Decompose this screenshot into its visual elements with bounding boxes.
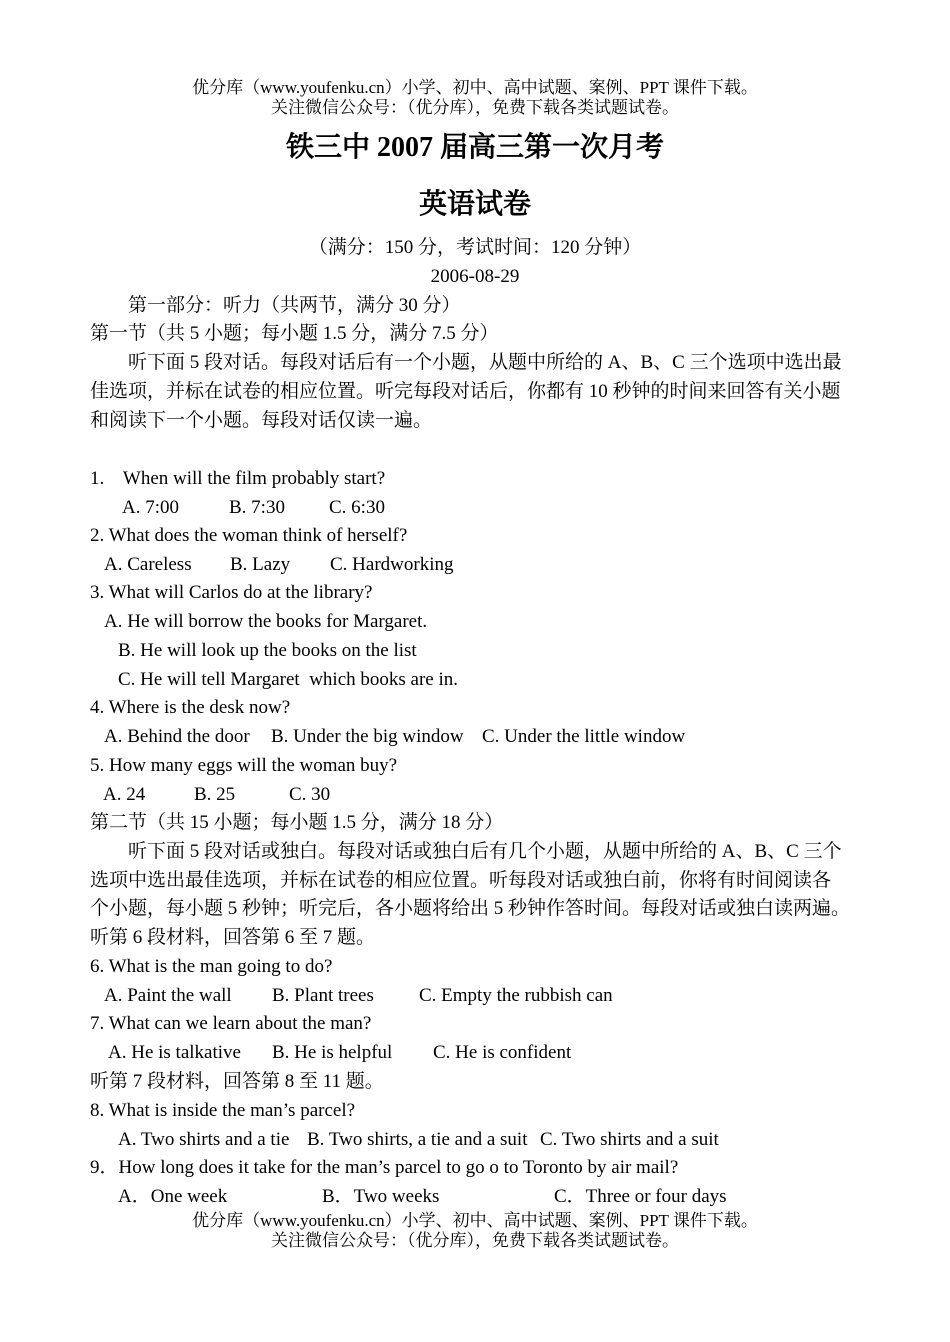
question-8-option-a: A. Two shirts and a tie <box>118 1129 290 1150</box>
section1-instruction: 听下面 5 段对话。每段对话后有一个小题，从题中所给的 A、B、C 三个选项中选出最 <box>128 352 842 373</box>
question-5-stem: 5. How many eggs will the woman buy? <box>90 755 398 776</box>
question-8-option-b: B. Two shirts, a tie and a suit <box>307 1129 528 1150</box>
question-1-option-a: A. 7:00 <box>122 497 179 518</box>
question-6-option-c: C. Empty the rubbish can <box>419 985 613 1006</box>
question-2-stem: 2. What does the woman think of herself? <box>90 525 408 546</box>
section1-instruction: 佳选项，并标在试卷的相应位置。听完每段对话后，你都有 10 秒钟的时间来回答有关小题 <box>90 381 841 402</box>
footer-line-1: 优分库（www.youfenku.cn）小学、初中、高中试题、案例、PPT 课件下载。 <box>192 1211 758 1230</box>
question-6-option-b: B. Plant trees <box>272 985 374 1006</box>
question-8-option-c: C. Two shirts and a suit <box>540 1129 719 1150</box>
question-2-option-a: A. Careless <box>104 554 192 575</box>
question-9-stem: 9．How long does it take for the man’s parcel to go o to Toronto by air mail? <box>90 1157 679 1178</box>
question-3-stem: 3. What will Carlos do at the library? <box>90 582 373 603</box>
page-subtitle: 英语试卷 <box>418 189 531 220</box>
question-9-option-c: C．Three or four days <box>554 1186 727 1207</box>
question-6-option-a: A. Paint the wall <box>104 985 232 1006</box>
exam-info: （满分：150 分，考试时间：120 分钟） <box>308 237 642 258</box>
question-8-stem: 8. What is inside the man’s parcel? <box>90 1100 356 1121</box>
header-line-1: 优分库（www.youfenku.cn）小学、初中、高中试题、案例、PPT 课件下载。 <box>192 78 758 97</box>
section2-instruction: 选项中选出最佳选项，并标在试卷的相应位置。听每段对话或独白前，你将有时间阅读各 <box>90 870 832 891</box>
question-4-stem: 4. Where is the desk now? <box>90 697 291 718</box>
question-5-option-b: B. 25 <box>194 784 236 805</box>
question-7-option-a: A. He is talkative <box>108 1042 241 1063</box>
section1-heading: 第一节（共 5 小题；每小题 1.5 分，满分 7.5 分） <box>90 323 499 344</box>
page-title: 铁三中 2007 届高三第一次月考 <box>285 132 664 163</box>
footer-line-2: 关注微信公众号：（优分库），免费下载各类试题试卷。 <box>271 1231 679 1250</box>
section2-instruction: 个小题，每小题 5 秒钟；听完后，各小题将给出 5 秒钟作答时间。每段对话或独白读两遍。 <box>90 898 851 919</box>
exam-date: 2006-08-29 <box>430 266 520 287</box>
question-3-option-b: B. He will look up the books on the list <box>118 640 417 661</box>
question-4-option-a: A. Behind the door <box>104 726 250 747</box>
question-9-option-b: B．Two weeks <box>322 1186 440 1207</box>
question-2-option-c: C. Hardworking <box>330 554 454 575</box>
part1-heading: 第一部分：听力（共两节，满分 30 分） <box>128 295 461 316</box>
question-4-option-b: B. Under the big window <box>271 726 464 747</box>
question-1-option-c: C. 6:30 <box>329 497 385 518</box>
question-9-option-a: A．One week <box>118 1186 228 1207</box>
question-7-option-b: B. He is helpful <box>272 1042 393 1063</box>
question-1-stem: 1. When will the film probably start? <box>90 468 386 489</box>
question-4-option-c: C. Under the little window <box>482 726 686 747</box>
question-3-option-a: A. He will borrow the books for Margaret. <box>104 611 428 632</box>
section1-instruction: 和阅读下一个小题。每段对话仅读一遍。 <box>90 410 433 431</box>
question-5-option-a: A. 24 <box>103 784 146 805</box>
material-6-note: 听第 6 段材料，回答第 6 至 7 题。 <box>90 927 376 948</box>
question-3-option-c: C. He will tell Margaret which books are in. <box>118 669 458 690</box>
question-7-stem: 7. What can we learn about the man? <box>90 1013 372 1034</box>
section2-heading: 第二节（共 15 小题；每小题 1.5 分，满分 18 分） <box>90 812 504 833</box>
material-7-note: 听第 7 段材料，回答第 8 至 11 题。 <box>90 1071 384 1092</box>
header-line-2: 关注微信公众号：（优分库），免费下载各类试题试卷。 <box>271 98 679 117</box>
question-6-stem: 6. What is the man going to do? <box>90 956 333 977</box>
question-5-option-c: C. 30 <box>289 784 331 805</box>
question-1-option-b: B. 7:30 <box>229 497 285 518</box>
question-7-option-c: C. He is confident <box>433 1042 572 1063</box>
question-2-option-b: B. Lazy <box>230 554 291 575</box>
section2-instruction: 听下面 5 段对话或独白。每段对话或独白后有几个小题，从题中所给的 A、B、C 三个 <box>128 841 842 862</box>
